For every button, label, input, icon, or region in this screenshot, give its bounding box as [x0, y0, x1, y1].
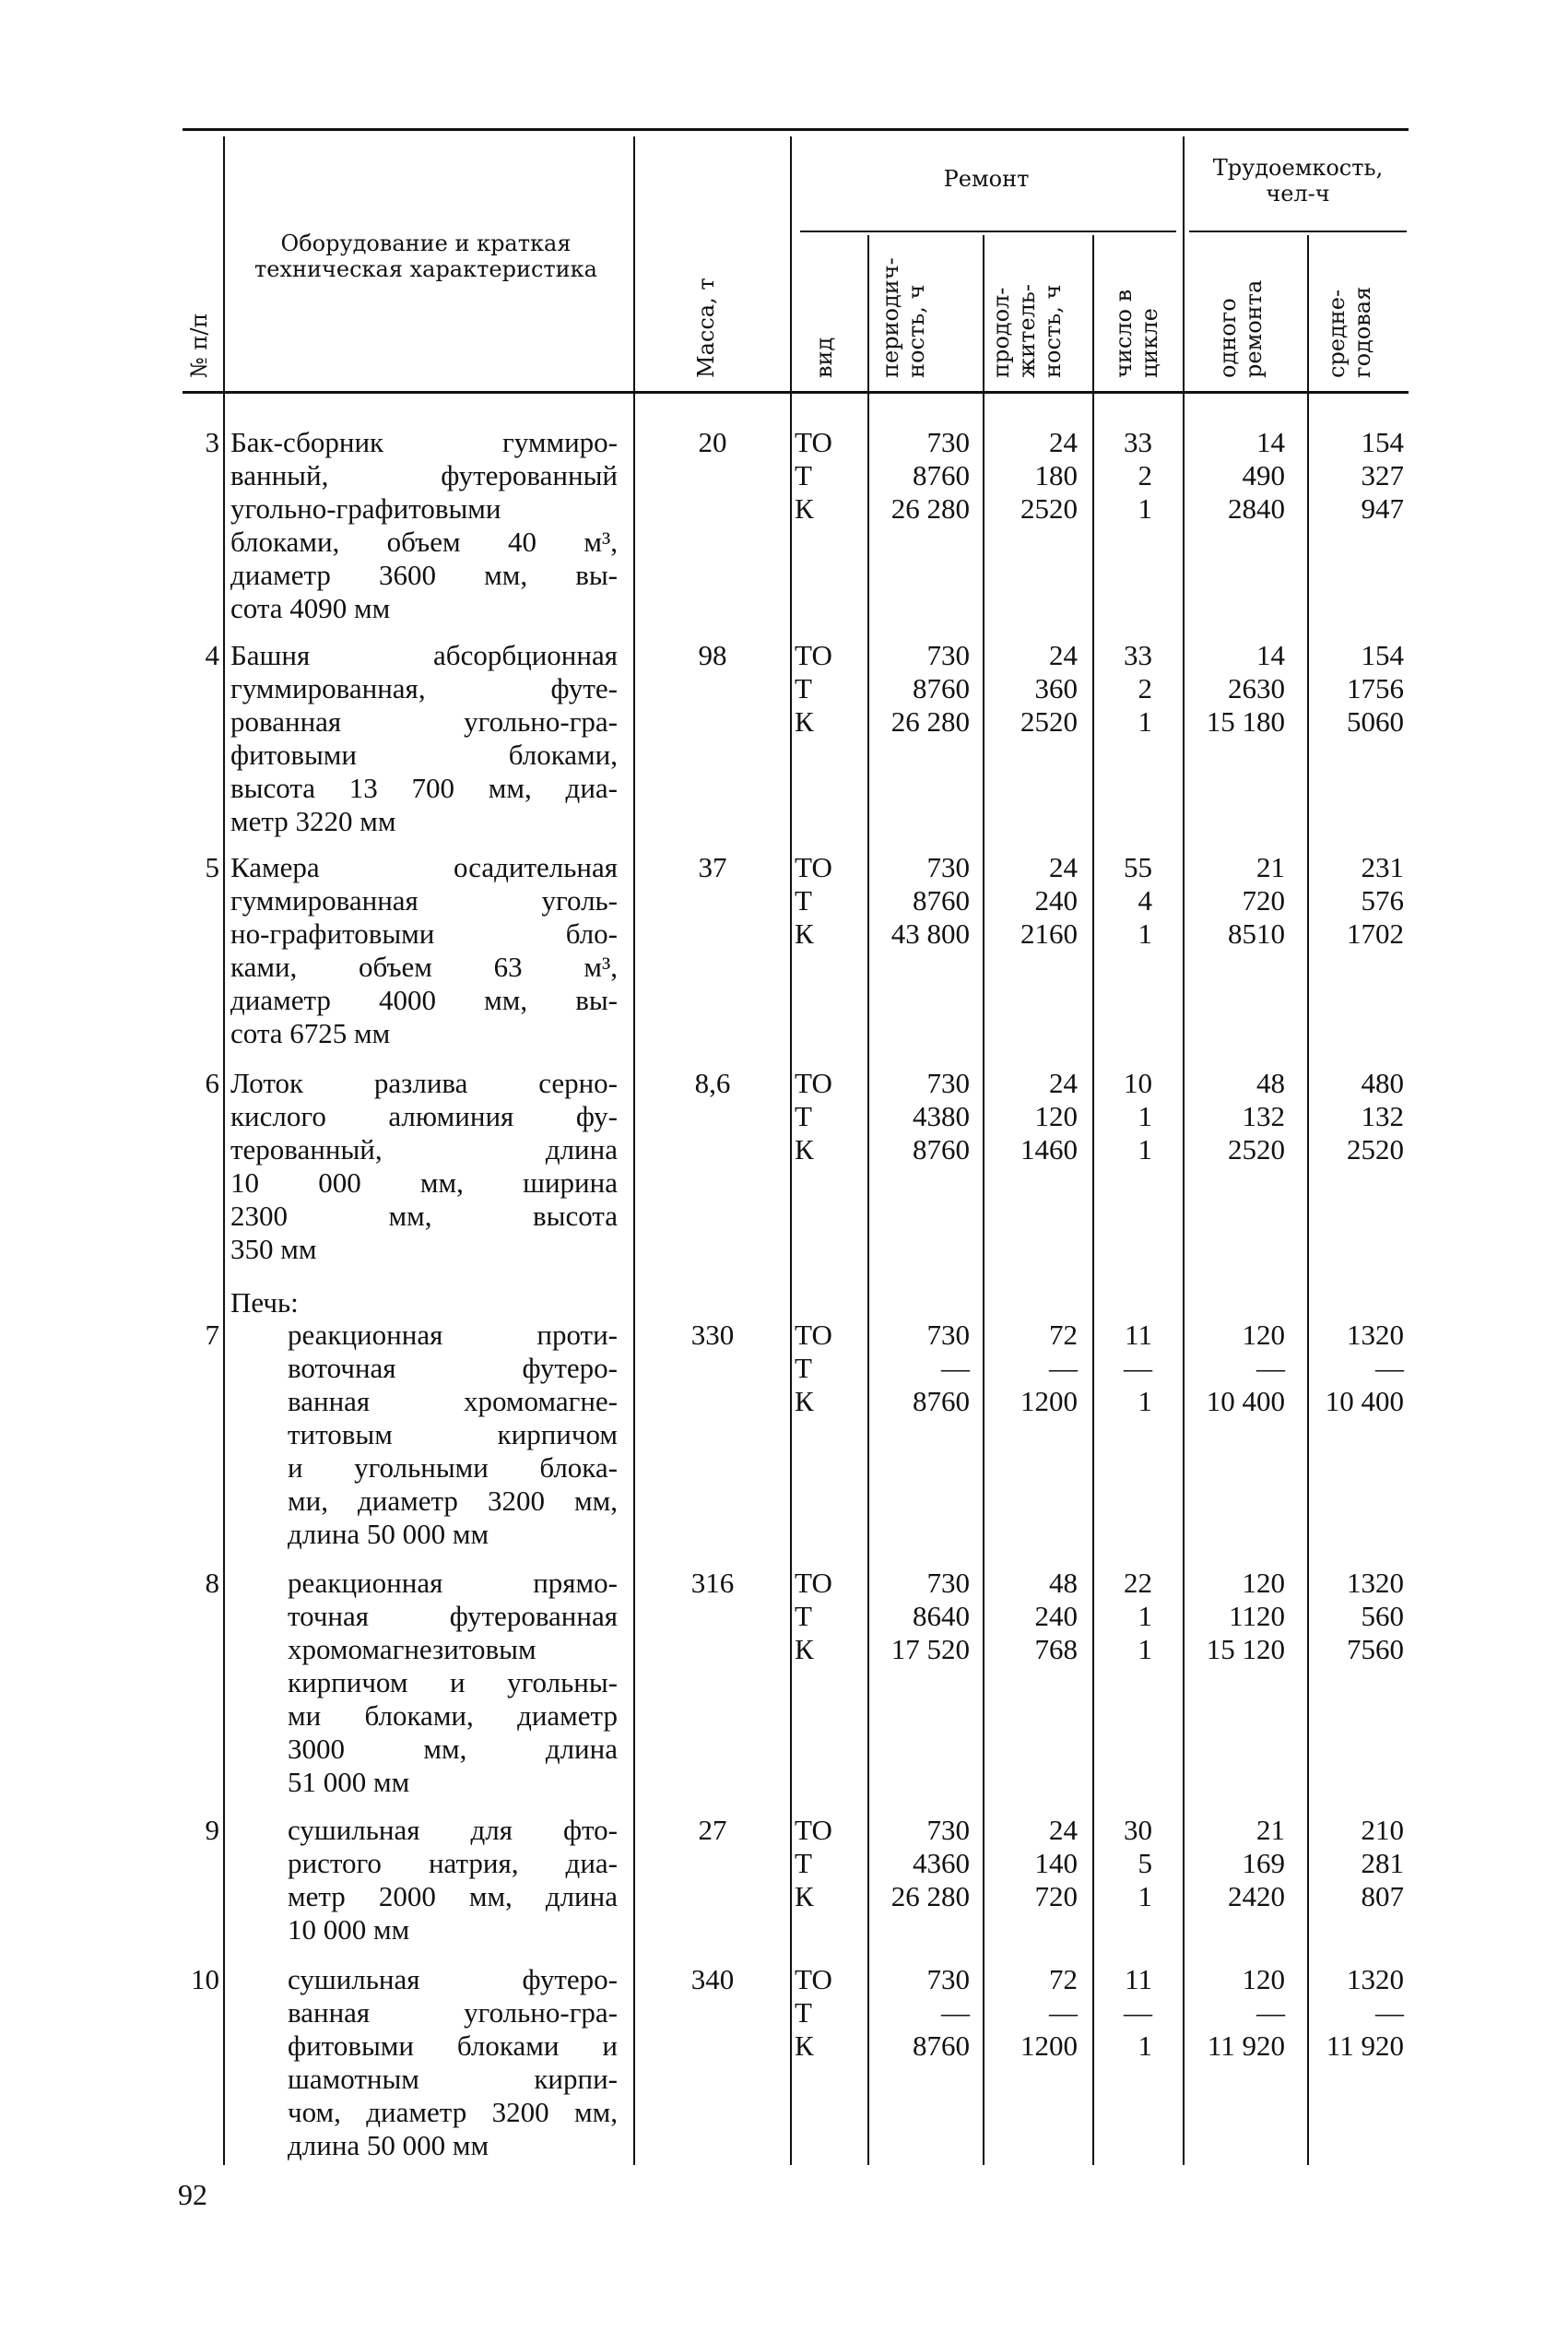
annual-cell: [1310, 1814, 1404, 1913]
annual-value: 154: [1361, 426, 1404, 458]
duration-cell: [985, 1963, 1078, 2063]
one-cell: [1185, 1067, 1285, 1166]
count-value: 1: [1138, 917, 1152, 950]
duration-value: 24: [1049, 426, 1078, 458]
type-cell: [795, 851, 859, 951]
count-value: 1: [1138, 705, 1152, 738]
group-label-furnace: Печь:: [230, 1286, 299, 1319]
mass-value: 8,6: [694, 1067, 731, 1099]
description-line: Бак-сборник гуммиро-: [230, 426, 618, 458]
equipment-description: [288, 1814, 618, 1946]
one-value: 10 400: [1206, 1385, 1285, 1417]
one-value: 720: [1242, 884, 1285, 917]
description-line: ванная хромомагне-: [288, 1385, 618, 1417]
duration-cell: [985, 1067, 1078, 1166]
one-cell: [1185, 851, 1285, 951]
period-value: 17 520: [890, 1633, 970, 1665]
description-line: Лоток разлива серно-: [230, 1067, 618, 1099]
mass-value: 27: [698, 1814, 727, 1846]
annual-value: 576: [1361, 884, 1404, 917]
count-value: 33: [1124, 639, 1152, 671]
description-line: точная футерованная: [288, 1600, 618, 1632]
period-value: 730: [926, 1814, 970, 1846]
count-value: 4: [1138, 884, 1152, 917]
row-number: 4: [205, 639, 219, 671]
description-line: 2300 мм, высота: [230, 1200, 618, 1232]
period-value: 730: [926, 426, 970, 458]
row-number: 3: [205, 426, 219, 458]
type-value: ТО: [795, 1567, 832, 1599]
count-value: 22: [1124, 1567, 1152, 1599]
type-cell: [795, 426, 859, 526]
type-cell: [795, 1567, 859, 1666]
period-value: —: [941, 1352, 970, 1384]
annual-value: 1702: [1347, 917, 1404, 950]
type-value: Т: [795, 1352, 812, 1384]
description-line: сушильная для фто-: [288, 1814, 618, 1846]
description-line: титовым кирпичом: [288, 1418, 618, 1450]
count-value: 2: [1138, 672, 1152, 704]
period-cell: [870, 426, 970, 526]
type-value: К: [795, 917, 814, 950]
count-value: 1: [1138, 492, 1152, 525]
annual-value: 1320: [1347, 1963, 1404, 1995]
one-value: 11 920: [1207, 2029, 1285, 2062]
count-value: 30: [1124, 1814, 1152, 1846]
equipment-description: [288, 1319, 618, 1551]
duration-value: 2520: [1020, 705, 1078, 738]
repair-group-rule: [800, 231, 1176, 232]
duration-value: 24: [1049, 639, 1078, 671]
count-cell: [1095, 639, 1152, 739]
count-cell: [1095, 1963, 1152, 2063]
one-cell: [1185, 639, 1285, 739]
description-line: терованный, длина: [230, 1133, 618, 1166]
duration-cell: [985, 851, 1078, 951]
one-value: 2630: [1228, 672, 1285, 704]
description-line: 350 мм: [230, 1233, 317, 1265]
annual-cell: [1310, 426, 1404, 526]
duration-cell: [985, 426, 1078, 526]
type-value: ТО: [795, 1319, 832, 1351]
one-value: 15 120: [1206, 1633, 1285, 1665]
row-number: 8: [205, 1567, 219, 1599]
header-bottom-rule: [183, 391, 1409, 394]
annual-value: 154: [1361, 639, 1404, 671]
annual-value: 11 920: [1326, 2029, 1404, 2062]
duration-value: 240: [1034, 884, 1078, 917]
period-cell: [870, 1567, 970, 1666]
period-value: 4360: [913, 1847, 970, 1879]
type-value: Т: [795, 459, 812, 491]
annual-value: 231: [1361, 851, 1404, 883]
description-line: фитовыми блоками,: [230, 739, 618, 771]
annual-value: 1756: [1347, 672, 1404, 704]
description-line: 3000 мм, длина: [288, 1733, 618, 1765]
mass-value: 20: [698, 426, 727, 458]
equipment-description: [230, 1067, 618, 1266]
type-value: Т: [795, 672, 812, 704]
description-line: 51 000 мм: [288, 1766, 410, 1798]
description-line: сота 6725 мм: [230, 1017, 391, 1049]
count-value: 5: [1138, 1847, 1152, 1879]
annual-value: 1320: [1347, 1567, 1404, 1599]
period-value: 730: [926, 1319, 970, 1351]
description-line: Камера осадительная: [230, 851, 618, 883]
annual-value: —: [1375, 1352, 1404, 1384]
description-line: гуммированная уголь-: [230, 884, 618, 917]
header-type: вид: [811, 337, 837, 378]
annual-value: —: [1375, 1996, 1404, 2029]
annual-value: 281: [1361, 1847, 1404, 1879]
description-line: кирпичом и угольны-: [288, 1666, 618, 1698]
annual-value: 5060: [1347, 705, 1404, 738]
count-value: 1: [1138, 2029, 1152, 2062]
header-period: периодич-ность, ч: [878, 257, 929, 378]
annual-value: 210: [1361, 1814, 1404, 1846]
header-repair: Ремонт: [943, 166, 1030, 192]
count-value: —: [1124, 1352, 1152, 1384]
count-value: 1: [1138, 1100, 1152, 1132]
description-line: Башня абсорбционная: [230, 639, 618, 671]
one-value: —: [1256, 1996, 1285, 2029]
row-number: 5: [205, 851, 219, 883]
count-value: 10: [1124, 1067, 1152, 1099]
description-line: и угольными блока-: [288, 1451, 618, 1484]
description-line: угольно-графитовыми: [230, 492, 501, 525]
mass-value: 37: [698, 851, 727, 883]
type-value: К: [795, 2029, 814, 2062]
period-value: 8760: [913, 1133, 970, 1166]
duration-value: 72: [1049, 1319, 1078, 1351]
header-number: № п/п: [186, 313, 212, 378]
description-line: длина 50 000 мм: [288, 2129, 489, 2161]
description-line: ванная угольно-гра-: [288, 1996, 618, 2029]
annual-value: 7560: [1347, 1633, 1404, 1665]
description-line: рованная угольно-гра-: [230, 705, 618, 738]
one-value: 2840: [1228, 492, 1285, 525]
period-value: 8760: [913, 2029, 970, 2062]
equipment-description: [230, 426, 618, 625]
period-cell: [870, 851, 970, 951]
duration-value: 720: [1034, 1880, 1078, 1912]
period-value: 8760: [913, 459, 970, 491]
one-value: —: [1256, 1352, 1285, 1384]
description-line: ристого натрия, диа-: [288, 1847, 618, 1879]
one-value: 132: [1242, 1100, 1285, 1132]
count-cell: [1095, 851, 1152, 951]
count-value: —: [1124, 1996, 1152, 2029]
annual-value: 327: [1361, 459, 1404, 491]
count-cell: [1095, 1067, 1152, 1166]
description-line: реакционная проти-: [288, 1319, 618, 1351]
period-value: 26 280: [890, 705, 970, 738]
type-value: К: [795, 1880, 814, 1912]
type-cell: [795, 1319, 859, 1418]
type-cell: [795, 1814, 859, 1913]
type-value: К: [795, 1385, 814, 1417]
description-line: 10 000 мм, ширина: [230, 1166, 618, 1199]
period-cell: [870, 1963, 970, 2063]
count-cell: [1095, 426, 1152, 526]
count-value: 1: [1138, 1880, 1152, 1912]
type-value: Т: [795, 1600, 812, 1632]
period-value: 26 280: [890, 492, 970, 525]
type-value: Т: [795, 884, 812, 917]
equipment-description: [230, 851, 618, 1050]
description-line: кислого алюминия фу-: [230, 1100, 618, 1132]
annual-cell: [1310, 1319, 1404, 1418]
period-value: 730: [926, 639, 970, 671]
description-line: метр 3220 мм: [230, 805, 396, 837]
col-divider: [1183, 136, 1185, 2165]
period-cell: [870, 639, 970, 739]
col-divider: [1092, 235, 1094, 2165]
annual-cell: [1310, 1567, 1404, 1666]
equipment-description: [288, 1963, 618, 2162]
count-value: 1: [1138, 1385, 1152, 1417]
type-value: К: [795, 1133, 814, 1166]
count-value: 11: [1125, 1319, 1152, 1351]
description-line: сота 4090 мм: [230, 592, 391, 624]
header-labor: Трудоемкость, чел-ч: [1212, 155, 1384, 207]
equipment-description: [230, 639, 618, 838]
duration-cell: [985, 1567, 1078, 1666]
period-value: 8760: [913, 884, 970, 917]
type-value: К: [795, 1633, 814, 1665]
col-divider: [223, 136, 225, 2165]
duration-value: 768: [1034, 1633, 1078, 1665]
count-cell: [1095, 1319, 1152, 1418]
one-value: 48: [1256, 1067, 1285, 1099]
duration-cell: [985, 639, 1078, 739]
type-value: ТО: [795, 1067, 832, 1099]
description-line: 10 000 мм: [288, 1913, 410, 1946]
description-line: чом, диаметр 3200 мм,: [288, 2096, 618, 2128]
duration-value: 180: [1034, 459, 1078, 491]
one-value: 14: [1256, 426, 1285, 458]
period-value: 26 280: [890, 1880, 970, 1912]
one-cell: [1185, 1567, 1285, 1666]
description-line: фитовыми блоками и: [288, 2029, 618, 2062]
count-value: 1: [1138, 1600, 1152, 1632]
description-line: метр 2000 мм, длина: [288, 1880, 618, 1912]
header-equipment: Оборудование и краткая техническая характеристика: [254, 231, 597, 282]
equipment-description: [288, 1567, 618, 1799]
one-value: 21: [1256, 1814, 1285, 1846]
header-annual: средне-годовая: [1324, 286, 1375, 378]
mass-value: 340: [690, 1963, 735, 1995]
duration-value: 140: [1034, 1847, 1078, 1879]
description-line: шамотным кирпи-: [288, 2063, 618, 2095]
duration-cell: [985, 1814, 1078, 1913]
description-line: но-графитовыми бло-: [230, 917, 618, 950]
annual-cell: [1310, 1963, 1404, 2063]
description-line: блоками, объем 40 м³,: [230, 526, 618, 558]
period-cell: [870, 1814, 970, 1913]
count-value: 2: [1138, 459, 1152, 491]
description-line: воточная футеро-: [288, 1352, 618, 1384]
one-cell: [1185, 1963, 1285, 2063]
duration-value: —: [1049, 1352, 1078, 1384]
period-value: 43 800: [890, 917, 970, 950]
count-value: 11: [1125, 1963, 1152, 1995]
period-value: 730: [926, 1567, 970, 1599]
col-divider: [983, 235, 984, 2165]
description-line: ками, объем 63 м³,: [230, 951, 618, 983]
duration-value: 240: [1034, 1600, 1078, 1632]
count-value: 1: [1138, 1633, 1152, 1665]
count-value: 55: [1124, 851, 1152, 883]
header-mass: Масса, т: [693, 278, 719, 378]
one-value: 120: [1242, 1567, 1285, 1599]
duration-value: 24: [1049, 1814, 1078, 1846]
description-line: диаметр 3600 мм, вы-: [230, 559, 618, 591]
col-divider: [867, 235, 869, 2165]
one-value: 2520: [1228, 1133, 1285, 1166]
header-duration: продол-житель-ность, ч: [988, 284, 1066, 378]
mass-value: 98: [698, 639, 727, 671]
duration-value: 24: [1049, 1067, 1078, 1099]
header-one-repair: одного ремонта: [1215, 279, 1267, 378]
type-value: ТО: [795, 639, 832, 671]
type-cell: [795, 1963, 859, 2063]
one-value: 14: [1256, 639, 1285, 671]
mass-value: 330: [690, 1319, 735, 1351]
one-value: 169: [1242, 1847, 1285, 1879]
duration-value: —: [1049, 1996, 1078, 2029]
type-value: К: [795, 705, 814, 738]
type-cell: [795, 639, 859, 739]
description-line: ми блоками, диаметр: [288, 1699, 618, 1732]
description-line: ванный, футерованный: [230, 459, 618, 491]
description-line: ми, диаметр 3200 мм,: [288, 1485, 618, 1517]
row-number: 9: [205, 1814, 219, 1846]
type-value: Т: [795, 1996, 812, 2029]
count-value: 33: [1124, 426, 1152, 458]
page-number: 92: [178, 2178, 207, 2211]
one-value: 120: [1242, 1963, 1285, 1995]
annual-value: 10 400: [1325, 1385, 1404, 1417]
period-value: 8760: [913, 1385, 970, 1417]
description-line: высота 13 700 мм, диа-: [230, 772, 618, 804]
annual-value: 947: [1361, 492, 1404, 525]
duration-cell: [985, 1319, 1078, 1418]
one-cell: [1185, 1319, 1285, 1418]
annual-cell: [1310, 851, 1404, 951]
description-line: сушильная футеро-: [288, 1963, 618, 1995]
period-value: 4380: [913, 1100, 970, 1132]
header-count: число в цикле: [1111, 289, 1162, 378]
annual-value: 1320: [1347, 1319, 1404, 1351]
row-number: 7: [205, 1319, 219, 1351]
one-value: 1120: [1229, 1600, 1285, 1632]
one-value: 15 180: [1206, 705, 1285, 738]
mass-value: 316: [690, 1567, 735, 1599]
period-value: —: [941, 1996, 970, 2029]
period-cell: [870, 1319, 970, 1418]
period-value: 8760: [913, 672, 970, 704]
count-cell: [1095, 1814, 1152, 1913]
type-cell: [795, 1067, 859, 1166]
duration-value: 72: [1049, 1963, 1078, 1995]
type-value: Т: [795, 1100, 812, 1132]
type-value: ТО: [795, 1963, 832, 1995]
type-value: ТО: [795, 426, 832, 458]
one-value: 2420: [1228, 1880, 1285, 1912]
duration-value: 24: [1049, 851, 1078, 883]
count-value: 1: [1138, 1133, 1152, 1166]
period-cell: [870, 1067, 970, 1166]
annual-value: 480: [1361, 1067, 1404, 1099]
one-value: 21: [1256, 851, 1285, 883]
row-number: 10: [191, 1963, 219, 1995]
row-number: 6: [205, 1067, 219, 1099]
description-line: гуммированная, футе-: [230, 672, 618, 704]
period-value: 8640: [913, 1600, 970, 1632]
duration-value: 48: [1049, 1567, 1078, 1599]
period-value: 730: [926, 851, 970, 883]
type-value: К: [795, 492, 814, 525]
type-value: Т: [795, 1847, 812, 1879]
count-cell: [1095, 1567, 1152, 1666]
type-value: ТО: [795, 851, 832, 883]
duration-value: 1200: [1020, 2029, 1078, 2062]
duration-value: 2160: [1020, 917, 1078, 950]
one-cell: [1185, 1814, 1285, 1913]
duration-value: 2520: [1020, 492, 1078, 525]
annual-value: 2520: [1347, 1133, 1404, 1166]
top-rule: [183, 128, 1409, 131]
annual-cell: [1310, 1067, 1404, 1166]
one-cell: [1185, 426, 1285, 526]
description-line: диаметр 4000 мм, вы-: [230, 984, 618, 1016]
duration-value: 120: [1034, 1100, 1078, 1132]
description-line: длина 50 000 мм: [288, 1518, 489, 1550]
annual-value: 132: [1361, 1100, 1404, 1132]
one-value: 490: [1242, 459, 1285, 491]
annual-value: 560: [1361, 1600, 1404, 1632]
one-value: 8510: [1228, 917, 1285, 950]
duration-value: 360: [1034, 672, 1078, 704]
description-line: хромомагнезитовым: [288, 1633, 536, 1665]
annual-cell: [1310, 639, 1404, 739]
description-line: реакционная прямо-: [288, 1567, 618, 1599]
period-value: 730: [926, 1067, 970, 1099]
duration-value: 1460: [1020, 1133, 1078, 1166]
one-value: 120: [1242, 1319, 1285, 1351]
period-value: 730: [926, 1963, 970, 1995]
duration-value: 1200: [1020, 1385, 1078, 1417]
type-value: ТО: [795, 1814, 832, 1846]
col-divider: [1307, 235, 1309, 2165]
annual-value: 807: [1361, 1880, 1404, 1912]
labor-group-rule: [1189, 231, 1407, 232]
